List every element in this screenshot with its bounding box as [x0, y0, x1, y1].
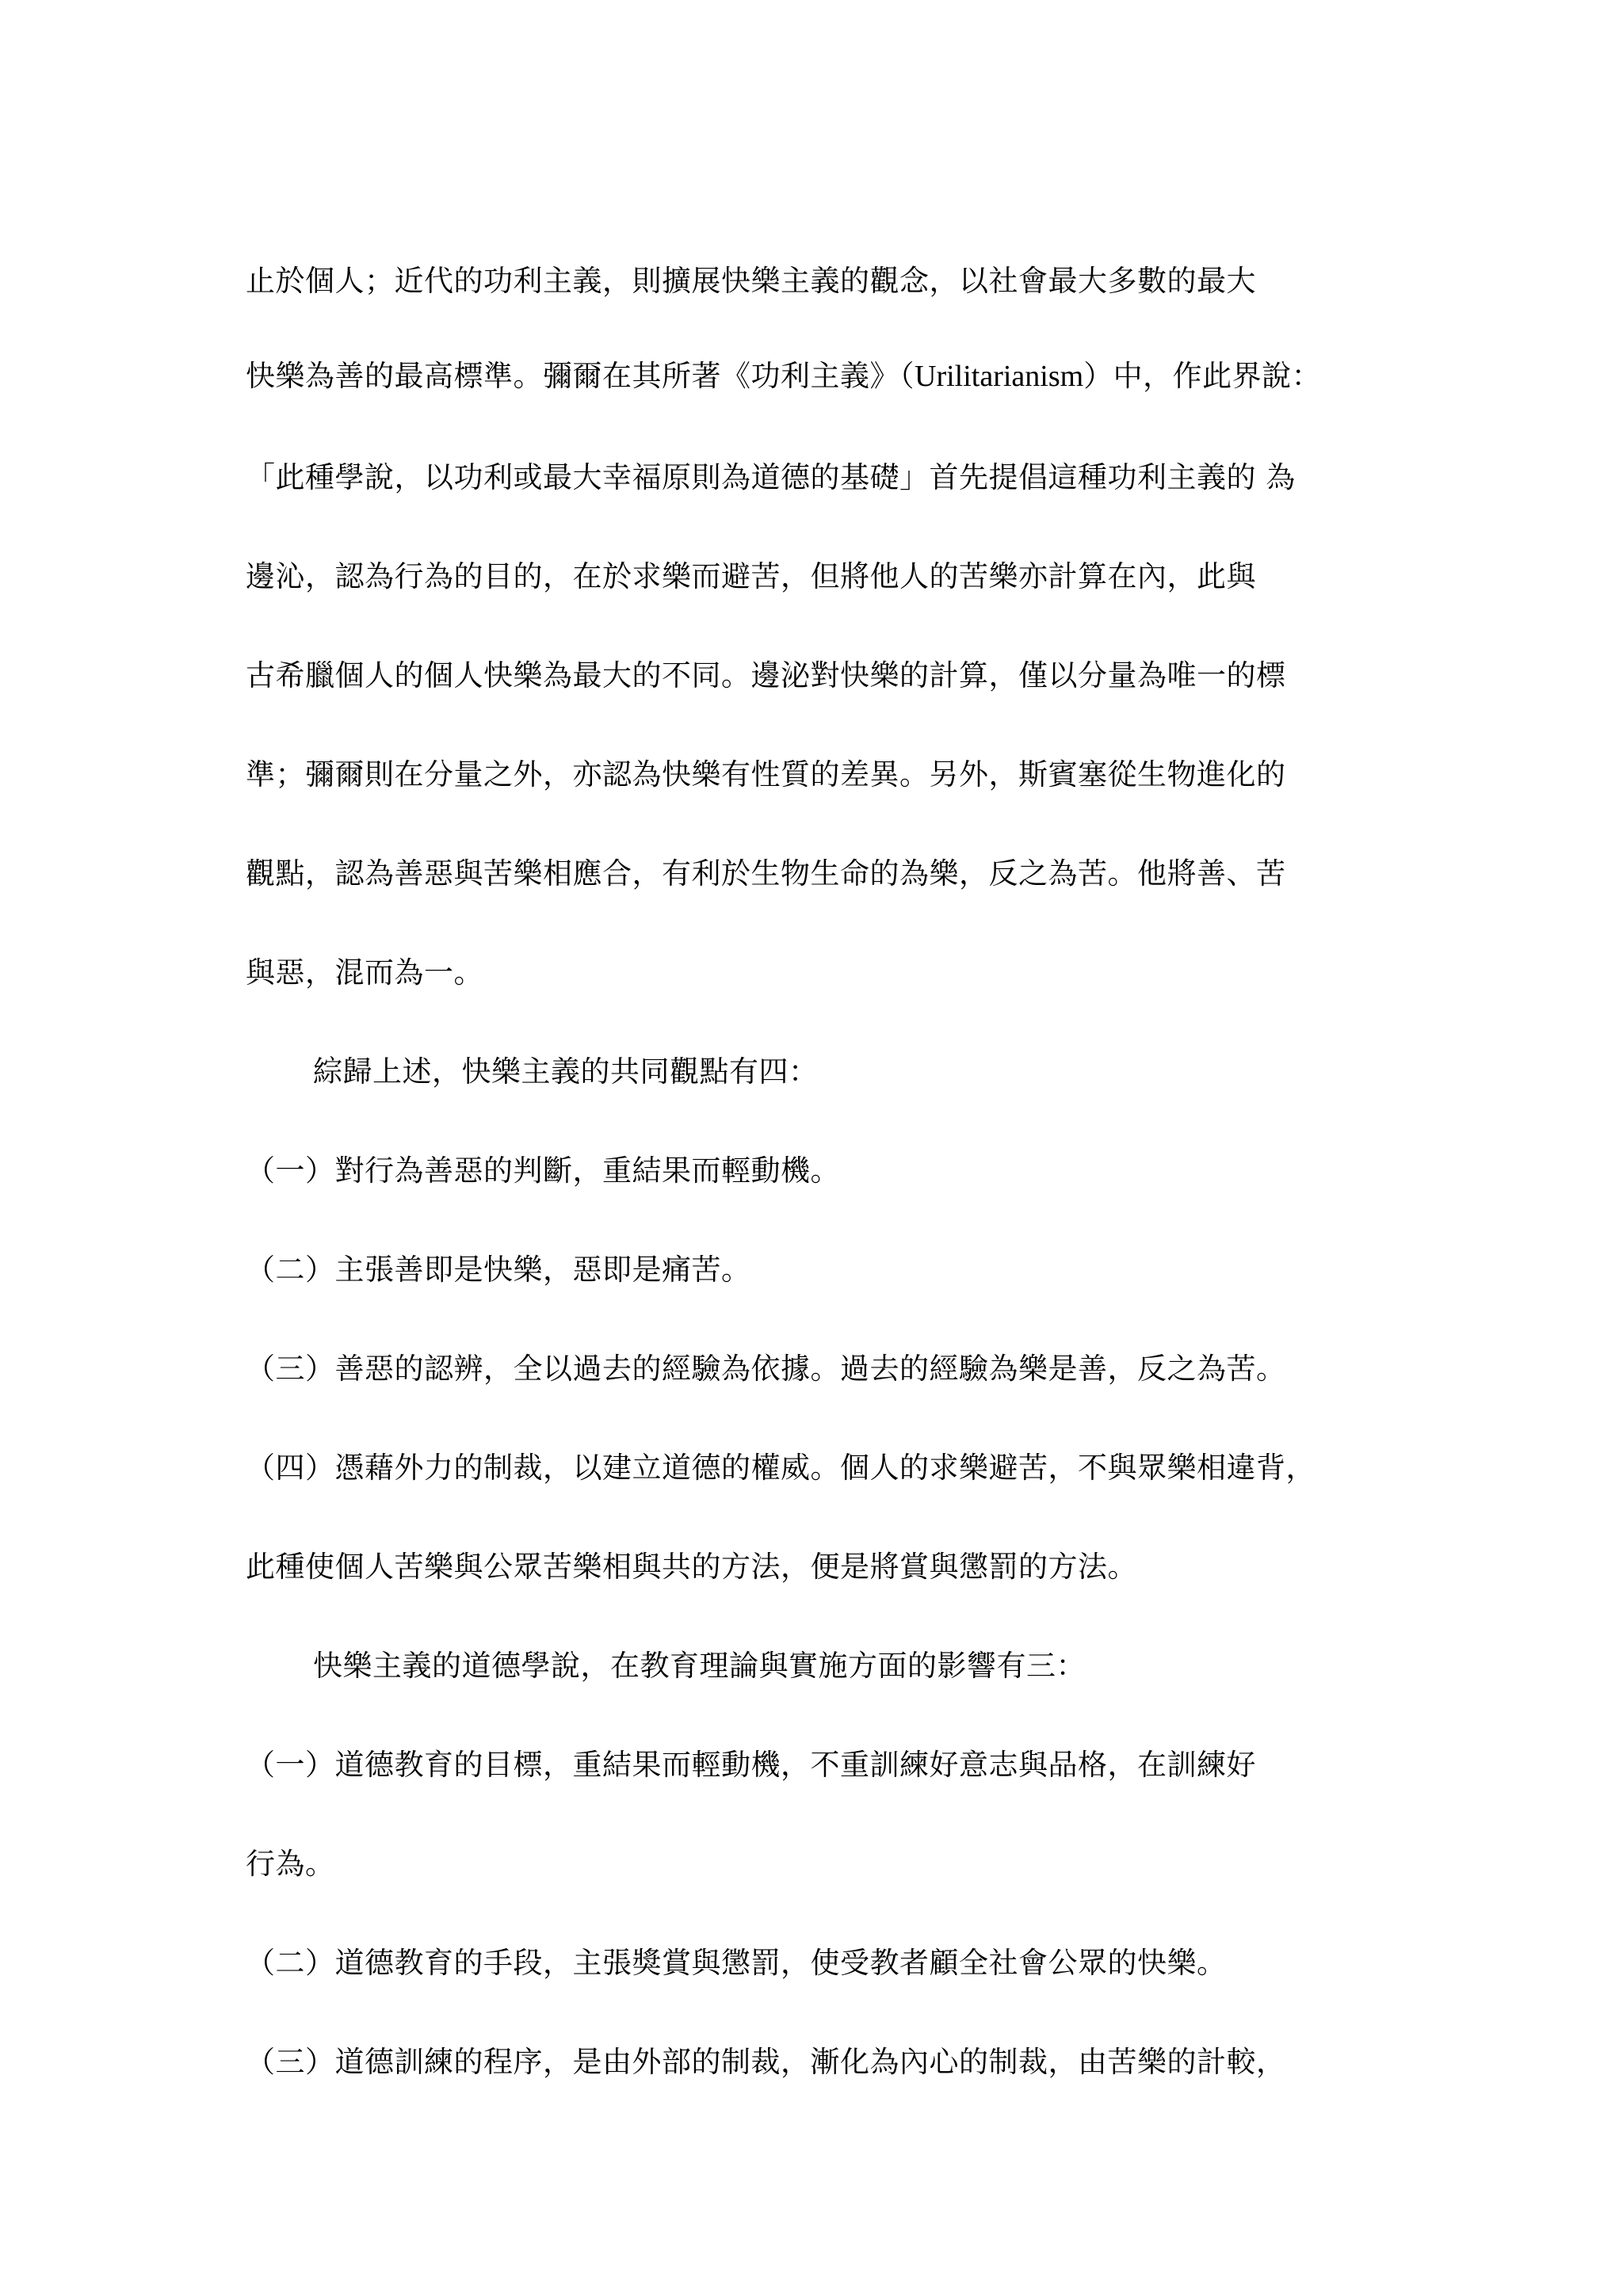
point-3: （三）善惡的認辨，全以過去的經驗為依據。過去的經驗為樂是善，反之為苦。	[246, 1352, 1286, 1386]
paragraph1-line2	[246, 357, 1321, 396]
point-4-line1: （四）憑藉外力的制裁，以建立道德的權威。個人的求樂避苦，不與眾樂相違背，	[246, 1451, 1316, 1485]
point-4-line2: 此種使個人苦樂與公眾苦樂相與共的方法，便是將賞與懲罰的方法。	[246, 1550, 1137, 1584]
paragraph1-line5: 古希臘個人的個人快樂為最大的不同。邊泌對快樂的計算，僅以分量為唯一的標	[246, 658, 1286, 692]
point-1: （一）對行為善惡的判斷，重結果而輕動機。	[246, 1154, 840, 1188]
influence-1-line2: 行為。	[246, 1847, 335, 1881]
paragraph1-line2-text-b: ）中，作此界說：	[1083, 359, 1322, 393]
point-2: （二）主張善即是快樂，惡即是痛苦。	[246, 1253, 751, 1287]
influence-3: （三）道德訓練的程序，是由外部的制裁，漸化為內心的制裁，由苦樂的計較，	[246, 2045, 1286, 2079]
paragraph1-line6: 準；彌爾則在分量之外，亦認為快樂有性質的差異。另外，斯賓塞從生物進化的	[246, 757, 1286, 791]
summary-intro: 綜歸上述，快樂主義的共同觀點有四：	[313, 1055, 819, 1089]
influence-intro: 快樂主義的道德學說，在教育理論與實施方面的影響有三：	[313, 1649, 1086, 1683]
paragraph1-line3: 「此種學說，以功利或最大幸福原則為道德的基礎」首先提倡這種功利主義的 為	[246, 460, 1296, 494]
paragraph1-line1: 止於個人；近代的功利主義，則擴展快樂主義的觀念，以社會最大多數的最大	[246, 264, 1256, 298]
influence-1-line1: （一）道德教育的目標，重結果而輕動機，不重訓練好意志與品格，在訓練好	[246, 1748, 1256, 1782]
paragraph1-line7: 觀點，認為善惡與苦樂相應合，有利於生物生命的為樂，反之為苦。他將善、苦	[246, 856, 1286, 891]
paragraph1-line2-latin-term: Urilitarianism	[915, 360, 1084, 393]
paragraph1-line4: 邊沁，認為行為的目的，在於求樂而避苦，但將他人的苦樂亦計算在內，此與	[246, 559, 1256, 593]
paragraph1-line2-text-a: 快樂為善的最高標準。彌爾在其所著《功利主義》（	[246, 359, 915, 393]
influence-2: （二）道德教育的手段，主張獎賞與懲罰，使受教者顧全社會公眾的快樂。	[246, 1946, 1227, 1980]
paragraph1-line8: 與惡，混而為一。	[246, 955, 483, 990]
